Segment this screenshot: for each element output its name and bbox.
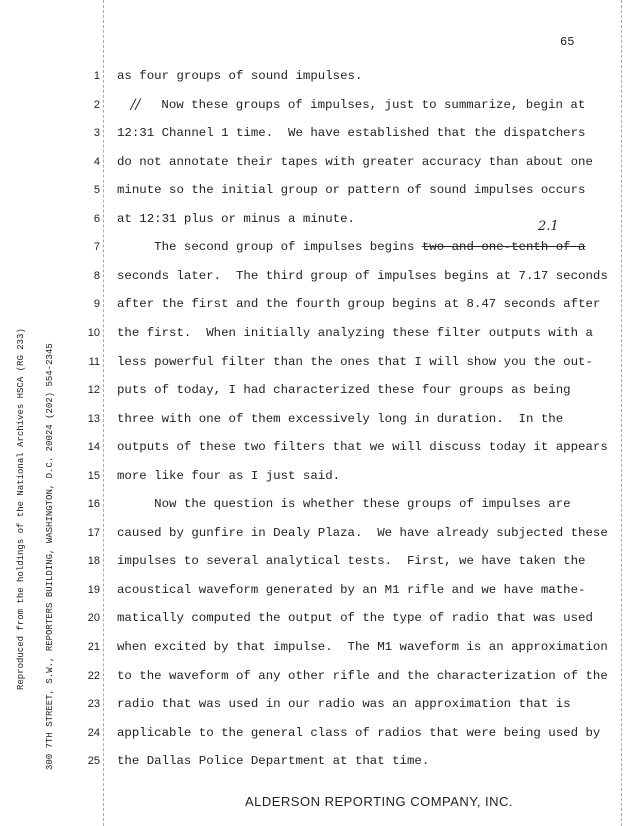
line-number: 6 xyxy=(93,212,100,225)
transcript-line xyxy=(84,608,593,628)
line-number: 13 xyxy=(87,412,100,425)
transcript-line xyxy=(84,294,600,314)
line-number: 15 xyxy=(87,469,100,482)
transcript-line xyxy=(84,751,429,771)
line-text: acoustical waveform generated by an M1 rifle and we have mathe- xyxy=(117,582,586,597)
line-text: seconds later. The third group of impulses begins at 7.17 seconds xyxy=(117,268,608,283)
transcript-line xyxy=(84,66,362,86)
transcript-line xyxy=(84,209,355,229)
line-text: matically computed the output of the type of radio that was used xyxy=(117,611,593,626)
line-text: when excited by that impulse. The M1 waveform is an approximation xyxy=(117,640,608,654)
line-text: The second group of impulses begins xyxy=(117,240,422,255)
reporter-address: 300 7TH STREET, S.W., REPORTERS BUILDING, WASHINGTON, D.C. 20024 (202) 554-2345 xyxy=(45,343,55,770)
line-text: 12:31 Channel 1 time. We have established that the dispatchers xyxy=(117,126,586,141)
transcript-line xyxy=(84,352,593,372)
transcript-line xyxy=(84,266,608,286)
line-number: 10 xyxy=(87,326,100,339)
right-margin-rule xyxy=(621,0,622,826)
transcript-line xyxy=(84,523,608,543)
transcript-line xyxy=(84,180,585,200)
line-text: puts of today, I had characterized these four groups as being xyxy=(117,383,571,398)
line-text: the first. When initially analyzing these filter outputs with a xyxy=(117,325,593,340)
line-text: Now these groups of impulses, just to summarize, begin at xyxy=(154,97,586,112)
line-text: at 12:31 plus or minus a minute. xyxy=(117,211,355,226)
line-text: the Dallas Police Department at that time. xyxy=(117,754,430,769)
page-number: 65 xyxy=(560,35,575,49)
line-number: 12 xyxy=(87,384,100,397)
line-number: 7 xyxy=(93,241,100,254)
paragraph-mark: // xyxy=(130,96,141,113)
line-text: do not annotate their tapes with greater accuracy than about one xyxy=(117,154,593,169)
line-number: 22 xyxy=(87,669,100,682)
line-text: impulses to several analytical tests. First, we have taken the xyxy=(117,554,586,569)
transcript-line xyxy=(84,466,340,486)
transcript-line xyxy=(84,637,608,657)
footer-company: ALDERSON REPORTING COMPANY, INC. xyxy=(244,794,514,809)
line-text: outputs of these two filters that we will discuss today it appears xyxy=(117,440,608,455)
transcript-line xyxy=(84,123,585,143)
transcript-line xyxy=(84,580,585,600)
transcript-line xyxy=(84,323,593,343)
transcript-line xyxy=(84,494,571,514)
transcript-line xyxy=(84,152,593,172)
archive-note: Reproduced from the holdings of the National Archives HSCA (RG 233) xyxy=(16,328,26,690)
line-number: 14 xyxy=(87,441,100,454)
line-number: 17 xyxy=(87,526,100,539)
line-number: 8 xyxy=(93,269,100,282)
transcript-line xyxy=(84,694,571,714)
line-number: 11 xyxy=(88,355,100,368)
line-number: 18 xyxy=(87,555,100,568)
line-number: 25 xyxy=(87,755,100,768)
line-number: 4 xyxy=(93,155,100,168)
line-text: caused by gunfire in Dealy Plaza. We have already subjected these xyxy=(117,525,608,540)
line-text: after the first and the fourth group begins at 8.47 seconds after xyxy=(117,297,601,312)
line-number: 20 xyxy=(87,612,100,625)
line-text: to the waveform of any other rifle and the characterization of the xyxy=(117,668,608,683)
line-text: radio that was used in our radio was an approximation that is xyxy=(117,697,571,712)
line-number: 3 xyxy=(93,127,100,140)
transcript-line xyxy=(84,409,563,429)
line-number: 23 xyxy=(87,698,100,711)
handwritten-insert: 2.1 xyxy=(538,219,559,234)
line-number: 16 xyxy=(87,498,100,511)
line-number: 9 xyxy=(93,298,100,311)
transcript-line xyxy=(84,437,608,457)
line-number: 5 xyxy=(93,184,100,197)
transcript-line xyxy=(84,551,585,571)
transcript-line xyxy=(84,95,585,115)
transcript-line xyxy=(84,666,608,686)
line-number: 19 xyxy=(87,583,100,596)
line-text: more like four as I just said. xyxy=(117,468,341,483)
line-text: three with one of them excessively long in duration. In the xyxy=(117,411,564,426)
transcript-line xyxy=(84,380,571,400)
line-text: less powerful filter than the ones that I will show you the out- xyxy=(117,354,593,369)
line-number: 2 xyxy=(93,98,100,111)
line-number: 1 xyxy=(93,70,100,82)
line-number: 21 xyxy=(87,641,100,653)
transcript-line xyxy=(84,237,585,257)
line-text: as four groups of sound impulses. xyxy=(117,69,363,83)
line-number: 24 xyxy=(87,726,100,739)
line-text: Now the question is whether these groups of impulses are xyxy=(117,497,571,512)
line-text: minute so the initial group or pattern of sound impulses occurs xyxy=(117,183,586,198)
transcript-line xyxy=(84,723,600,743)
line-text: applicable to the general class of radios that were being used by xyxy=(117,725,601,740)
struck-text: two and one-tenth of a xyxy=(421,240,586,255)
